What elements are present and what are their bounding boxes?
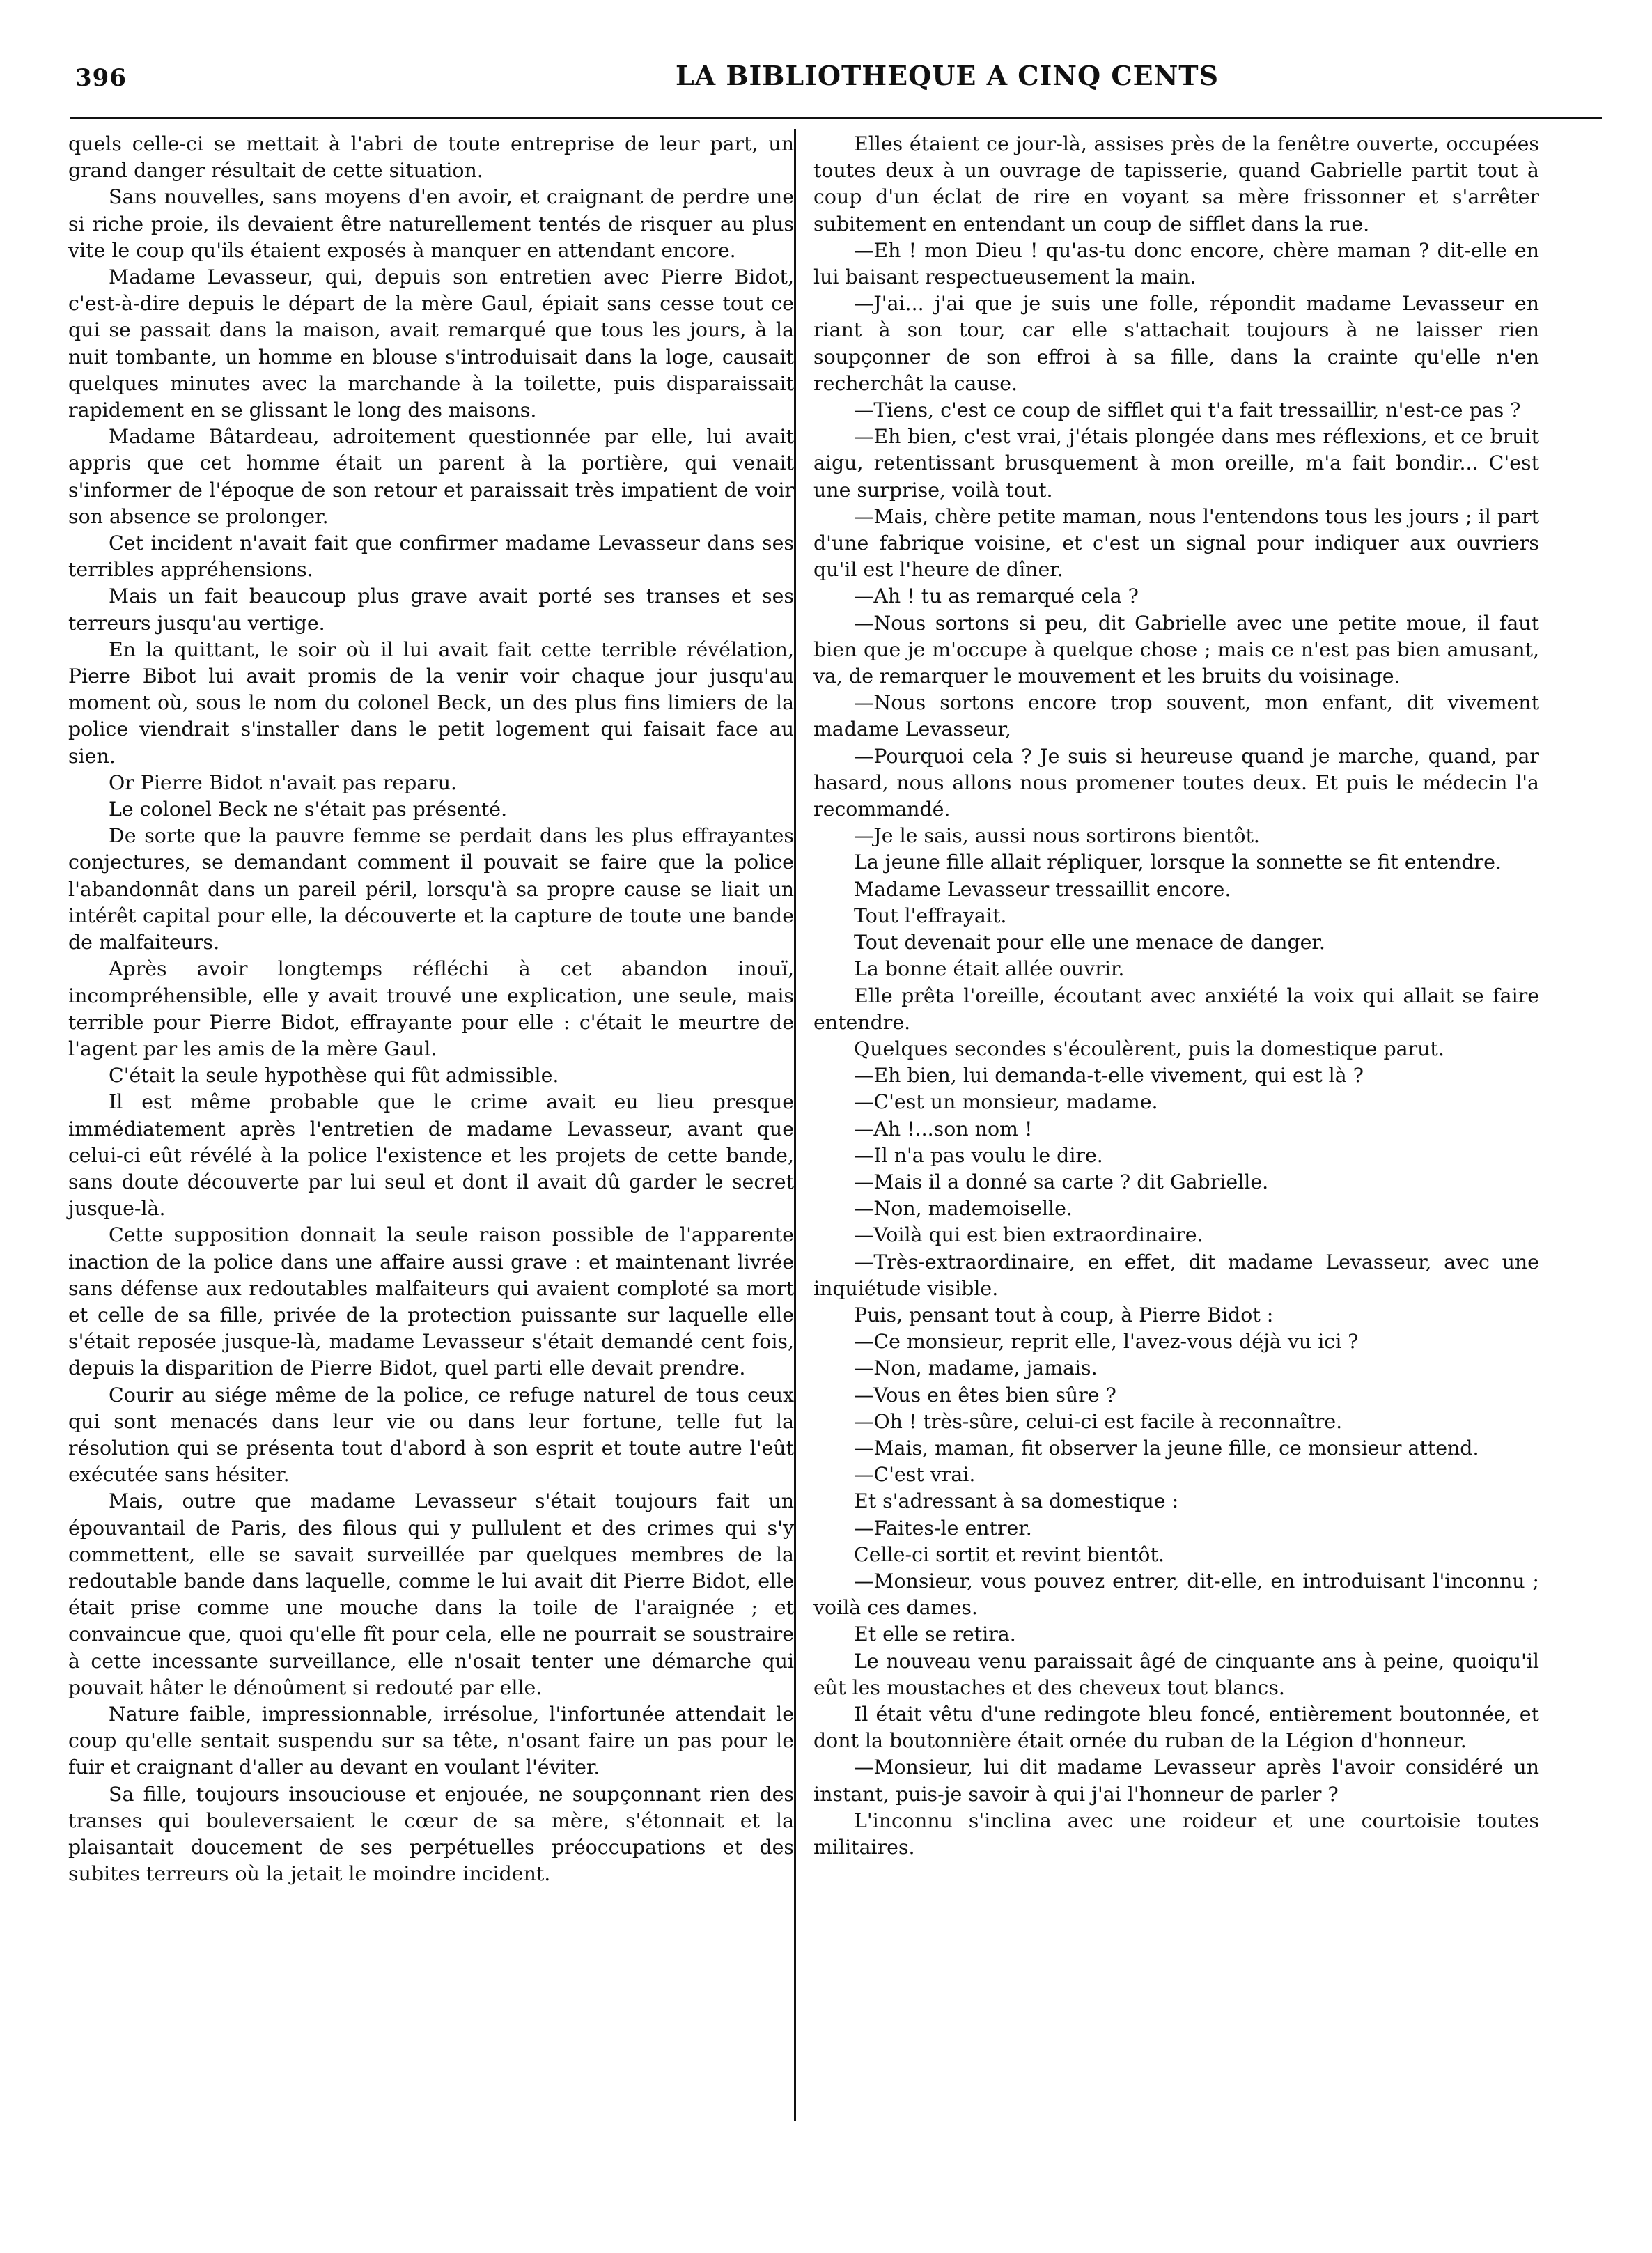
paragraph: —Mais il a donné sa carte ? dit Gabrielle. xyxy=(854,1170,1269,1193)
paragraph: Elles étaient ce jour-là, assises près de la fenêtre ouverte, occupées toutes deux à un ouvrage de tapisserie, quand Gabrielle partit tout à coup d'un éclat de rire en voyant sa mère frissonner et s'arrêter subitement en entendant un coup de sifflet dans la rue. xyxy=(813,132,1539,235)
paragraph: Cette supposition donnait la seule raison possible de l'apparente inaction de la police dans une affaire aussi grave : et maintenant livrée sans défense aux redoutables malfaiteurs qui avaient comploté sa mort et celle de sa fille, privée de la protection puissante sur laquelle elle s'était reposée jusque-là, madame Levasseur s'était demandé cent fois, depuis la disparition de Pierre Bidot, quel parti elle devait prendre. xyxy=(68,1223,794,1380)
paragraph: Et s'adressant à sa domestique : xyxy=(854,1489,1179,1513)
paragraph: Après avoir longtemps réfléchi à cet abandon inouï, incompréhensible, elle y avait trouvé une explication, une seule, mais terrible pour Pierre Bidot, effrayante pour elle : c'était le meurtre de l'agent par les amis de la mère Gaul. xyxy=(68,957,794,1060)
paragraph: Or Pierre Bidot n'avait pas reparu. xyxy=(109,771,458,794)
paragraph: Sa fille, toujours insouciouse et enjouée, ne soupçonnant rien des transes qui bouleversaient le cœur de sa mère, s'étonnait et la plaisantait doucement de ses perpétuelles préoccupations et des subites terreurs où la jetait le moindre incident. xyxy=(68,1782,794,1886)
paragraph: —Non, mademoiselle. xyxy=(854,1197,1073,1221)
paragraph: Quelques secondes s'écoulèrent, puis la domestique parut. xyxy=(854,1037,1444,1060)
paragraph: Elle prêta l'oreille, écoutant avec anxiété la voix qui allait se faire entendre. xyxy=(813,984,1539,1034)
paragraph: —Oh ! très-sûre, celui-ci est facile à reconnaître. xyxy=(854,1409,1343,1433)
paragraph: quels celle-ci se mettait à l'abri de toute entreprise de leur part, un grand danger résultait de cette situation. xyxy=(68,132,794,183)
column-divider xyxy=(794,129,796,2121)
paragraph: Mais, outre que madame Levasseur s'était toujours fait un épouvantail de Paris, des filous qui y pullulent et des crimes qui s'y commettent, elle se savait surveillée par quelques membres de la redoutable bande dans laquelle, comme le lui avait dit Pierre Bidot, elle était prise comme une mouche dans la toile de l'araignée ; et convaincue que, quoi qu'elle fît pour cela, elle ne pourrait se soustraire à cette incessante surveillance, elle n'osait tenter une démarche qui pouvait hâter le dénoûment si redouté par elle. xyxy=(68,1489,794,1699)
paragraph: —Vous en êtes bien sûre ? xyxy=(854,1383,1116,1407)
header-rule xyxy=(70,117,1602,119)
paragraph: —J'ai... j'ai que je suis une folle, répondit madame Levasseur en riant à son tour, car elle s'attachait toujours à ne laisser rien soupçonner de son effroi à sa fille, dans la crainte qu'elle n'en recherchât la cause. xyxy=(813,292,1539,395)
paragraph: —Mais, maman, fit observer la jeune fille, ce monsieur attend. xyxy=(854,1436,1479,1460)
paragraph: Il était vêtu d'une redingote bleu foncé, entièrement boutonnée, et dont la boutonnière était ornée du ruban de la Légion d'honneur. xyxy=(813,1702,1539,1753)
paragraph: —Mais, chère petite maman, nous l'entendons tous les jours ; il part d'une fabrique voisine, et c'est un signal pour indiquer aux ouvriers qu'il est l'heure de dîner. xyxy=(813,504,1539,582)
paragraph: Et elle se retira. xyxy=(854,1623,1016,1646)
paragraph: —Je le sais, aussi nous sortirons bientôt. xyxy=(854,824,1260,848)
paragraph: —Tiens, c'est ce coup de sifflet qui t'a fait tressaillir, n'est-ce pas ? xyxy=(854,398,1521,422)
running-title: LA BIBLIOTHEQUE A CINQ CENTS xyxy=(675,60,1219,91)
paragraph: La jeune fille allait répliquer, lorsque la sonnette se fit entendre. xyxy=(854,851,1502,874)
paragraph: —Monsieur, vous pouvez entrer, dit-elle, en introduisant l'inconnu ; voilà ces dames. xyxy=(813,1569,1539,1620)
left-column xyxy=(68,131,794,1887)
paragraph: Courir au siége même de la police, ce refuge naturel de tous ceux qui sont menacés dans leur vie ou dans leur fortune, telle fut la résolution qui se présenta tout d'abord à son esprit et toute autre l'eût exécutée sans hésiter. xyxy=(68,1383,794,1487)
paragraph: L'inconnu s'inclina avec une roideur et une courtoisie toutes militaires. xyxy=(813,1809,1539,1859)
paragraph: —Nous sortons si peu, dit Gabrielle avec une petite moue, il faut bien que je m'occupe à quelque chose ; mais ce n'est pas bien amusant, va, de remarquer le mouvement et les bruits du voisinage. xyxy=(813,611,1539,688)
paragraph: Sans nouvelles, sans moyens d'en avoir, et craignant de perdre une si riche proie, ils devaient être naturellement tentés de risquer au plus vite le coup qu'ils étaient exposés à manquer en attendant encore. xyxy=(68,185,794,262)
paragraph: Madame Bâtardeau, adroitement questionnée par elle, lui avait appris que cet homme était un parent à la portière, qui venait s'informer de l'époque de son retour et paraissait très impatient de voir son absence se prolonger. xyxy=(68,425,794,528)
paragraph: La bonne était allée ouvrir. xyxy=(854,957,1125,981)
paragraph: —Eh bien, lui demanda-t-elle vivement, qui est là ? xyxy=(854,1064,1364,1087)
paragraph: Celle-ci sortit et revint bientôt. xyxy=(854,1542,1164,1566)
paragraph: En la quittant, le soir où il lui avait fait cette terrible révélation, Pierre Bibot lui avait promis de la venir voir chaque jour jusqu'au moment où, sous le nom du colonel Beck, un des plus fins limiers de la police viendrait s'installer dans le petit logement qui faisait face au sien. xyxy=(68,637,794,768)
paragraph: —Eh ! mon Dieu ! qu'as-tu donc encore, chère maman ? dit-elle en lui baisant respectueusement la main. xyxy=(813,238,1539,289)
paragraph: Le nouveau venu paraissait âgé de cinquante ans à peine, quoiqu'il eût les moustaches et des cheveux tout blancs. xyxy=(813,1649,1539,1699)
paragraph: —Nous sortons encore trop souvent, mon enfant, dit vivement madame Levasseur, xyxy=(813,691,1539,741)
paragraph: Mais un fait beaucoup plus grave avait porté ses transes et ses terreurs jusqu'au vertige. xyxy=(68,584,794,635)
paragraph: Tout l'effrayait. xyxy=(854,904,1007,927)
right-column xyxy=(813,131,1539,1861)
paragraph: Nature faible, impressionnable, irrésolue, l'infortunée attendait le coup qu'elle sentait suspendu sur sa tête, n'osant faire un pas pour le fuir et craignant d'aller au devant en voulant l'éviter. xyxy=(68,1702,794,1779)
paragraph: Puis, pensant tout à coup, à Pierre Bidot : xyxy=(854,1303,1274,1326)
paragraph: Madame Levasseur, qui, depuis son entretien avec Pierre Bidot, c'est-à-dire depuis le départ de la mère Gaul, épiait sans cesse tout ce qui se passait dans la maison, avait remarqué que tous les jours, à la nuit tombante, un homme en blouse s'introduisait dans la loge, causait quelques minutes avec la marchande à la toilette, puis disparaissait rapidement en se glissant le long des maisons. xyxy=(68,265,794,422)
paragraph: —Ah !...son nom ! xyxy=(854,1117,1033,1140)
paragraph: De sorte que la pauvre femme se perdait dans les plus effrayantes conjectures, se demandant comment il pouvait se faire que la police l'abandonnât dans un pareil péril, lorsqu'à sa propre cause se liait un intérêt capital pour elle, la découverte et la capture de toute une bande de malfaiteurs. xyxy=(68,824,794,954)
paragraph: Tout devenait pour elle une menace de danger. xyxy=(854,931,1325,954)
paragraph: —Ah ! tu as remarqué cela ? xyxy=(854,584,1139,608)
paragraph: —C'est un monsieur, madame. xyxy=(854,1090,1158,1114)
paragraph: —Très-extraordinaire, en effet, dit madame Levasseur, avec une inquiétude visible. xyxy=(813,1250,1539,1300)
paragraph: —Voilà qui est bien extraordinaire. xyxy=(854,1223,1203,1247)
paragraph: Il est même probable que le crime avait eu lieu presque immédiatement après l'entretien de madame Levasseur, avant que celui-ci eût révélé à la police l'existence et les projets de cette bande, sans doute découverte par lui seul et dont il avait dû garder le secret jusque-là. xyxy=(68,1090,794,1221)
paragraph: —Ce monsieur, reprit elle, l'avez-vous déjà vu ici ? xyxy=(854,1330,1359,1354)
paragraph: —Il n'a pas voulu le dire. xyxy=(854,1143,1103,1167)
paragraph: Cet incident n'avait fait que confirmer madame Levasseur dans ses terribles appréhensions. xyxy=(68,532,794,582)
paragraph: —Faites-le entrer. xyxy=(854,1516,1032,1540)
paragraph: Madame Levasseur tressaillit encore. xyxy=(854,877,1231,901)
paragraph: C'était la seule hypothèse qui fût admissible. xyxy=(109,1064,559,1087)
paragraph: —Eh bien, c'est vrai, j'étais plongée dans mes réflexions, et ce bruit aigu, retentissant brusquement à mon oreille, m'a fait bondir... C'est une surprise, voilà tout. xyxy=(813,425,1539,502)
paragraph: —Non, madame, jamais. xyxy=(854,1356,1098,1380)
paragraph: Le colonel Beck ne s'était pas présenté. xyxy=(109,798,508,821)
paragraph: —Pourquoi cela ? Je suis si heureuse quand je marche, quand, par hasard, nous allons nous promener toutes deux. Et puis le médecin l'a recommandé. xyxy=(813,744,1539,821)
paragraph: —Monsieur, lui dit madame Levasseur après l'avoir considéré un instant, puis-je savoir à qui j'ai l'honneur de parler ? xyxy=(813,1756,1539,1806)
paragraph: —C'est vrai. xyxy=(854,1463,976,1487)
page-number: 396 xyxy=(75,64,127,92)
